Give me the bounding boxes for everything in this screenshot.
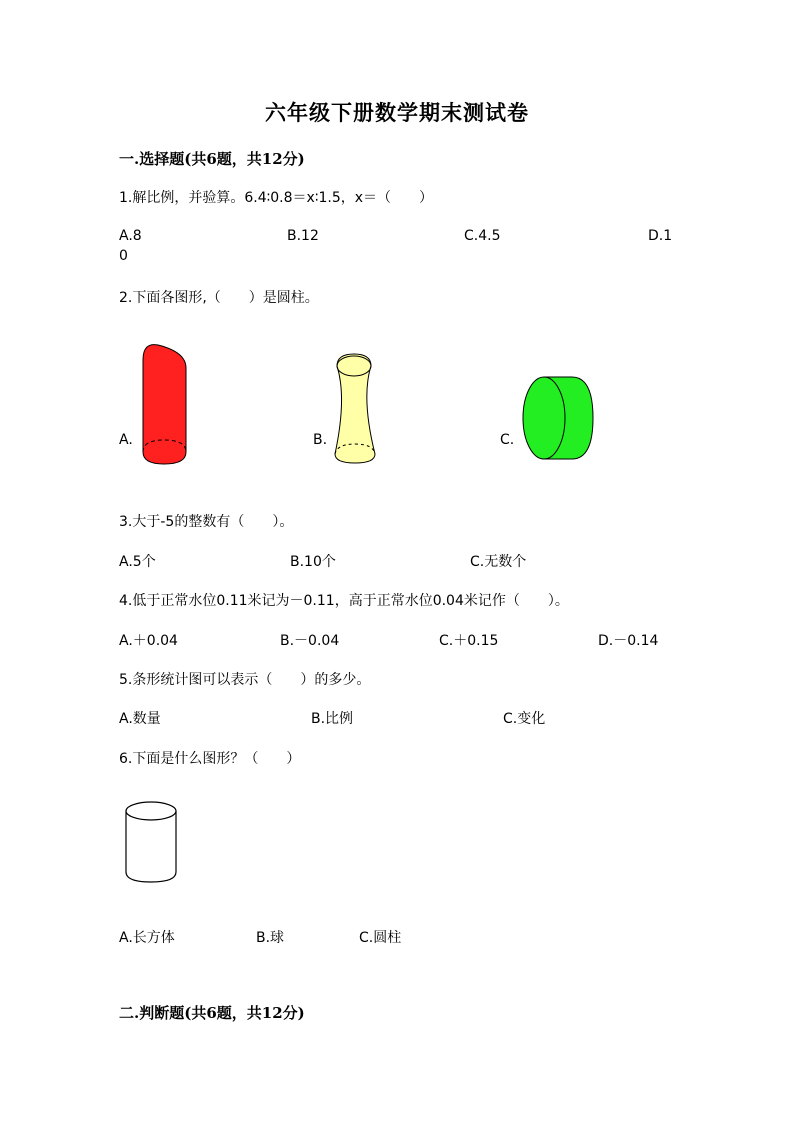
question-1-text: 1.解比例，并验算。6.4∶0.8＝x∶1.5，x＝（ ） [119, 190, 434, 206]
question-3-text: 3.大于-5的整数有（ ）。 [119, 514, 294, 530]
q2-option-a: A. [119, 432, 133, 448]
question-4-text: 4.低于正常水位0.11米记为－0.11，高于正常水位0.04米记作（ ）。 [119, 593, 569, 609]
section-heading-judge: 二.判断题(共6题，共12分) [119, 1004, 305, 1022]
question-2-text: 2.下面各图形,（ ）是圆柱。 [119, 290, 319, 306]
q4-option-a: A.＋0.04 [119, 633, 178, 649]
q5-option-a: A.数量 [119, 711, 161, 727]
question-6-text: 6.下面是什么图形？（ ） [119, 751, 301, 767]
q2-option-b: B. [313, 432, 328, 448]
q6-option-b: B.球 [256, 930, 285, 946]
q4-option-c: C.＋0.15 [439, 633, 499, 649]
hourglass-figure [333, 350, 383, 466]
q4-option-d: D.－0.14 [598, 633, 659, 649]
page-title: 六年级下册数学期末测试卷 [265, 100, 529, 125]
q3-option-b: B.10个 [290, 554, 336, 570]
q6-option-c: C.圆柱 [359, 930, 402, 946]
q2-option-c: C. [500, 432, 515, 448]
flat-cylinder-figure [520, 374, 598, 464]
q6-option-a: A.长方体 [119, 930, 175, 946]
q1-option-d: D.1 [648, 228, 673, 244]
q4-option-b: B.－0.04 [280, 633, 340, 649]
q3-option-c: C.无数个 [470, 554, 527, 570]
q3-option-a: A.5个 [119, 554, 156, 570]
question-5-text: 5.条形统计图可以表示（ ）的多少。 [119, 672, 371, 688]
tilted-cylinder-figure [138, 340, 194, 470]
q5-option-b: B.比例 [311, 711, 354, 727]
section-heading-choice: 一.选择题(共6题，共12分) [119, 150, 305, 168]
q1-option-b: B.12 [287, 228, 319, 244]
q1-option-d-wrap: 0 [119, 248, 128, 264]
q1-option-a: A.8 [119, 228, 142, 244]
q1-option-c: C.4.5 [464, 228, 501, 244]
q5-option-c: C.变化 [503, 711, 546, 727]
cylinder-outline-figure [124, 800, 180, 886]
